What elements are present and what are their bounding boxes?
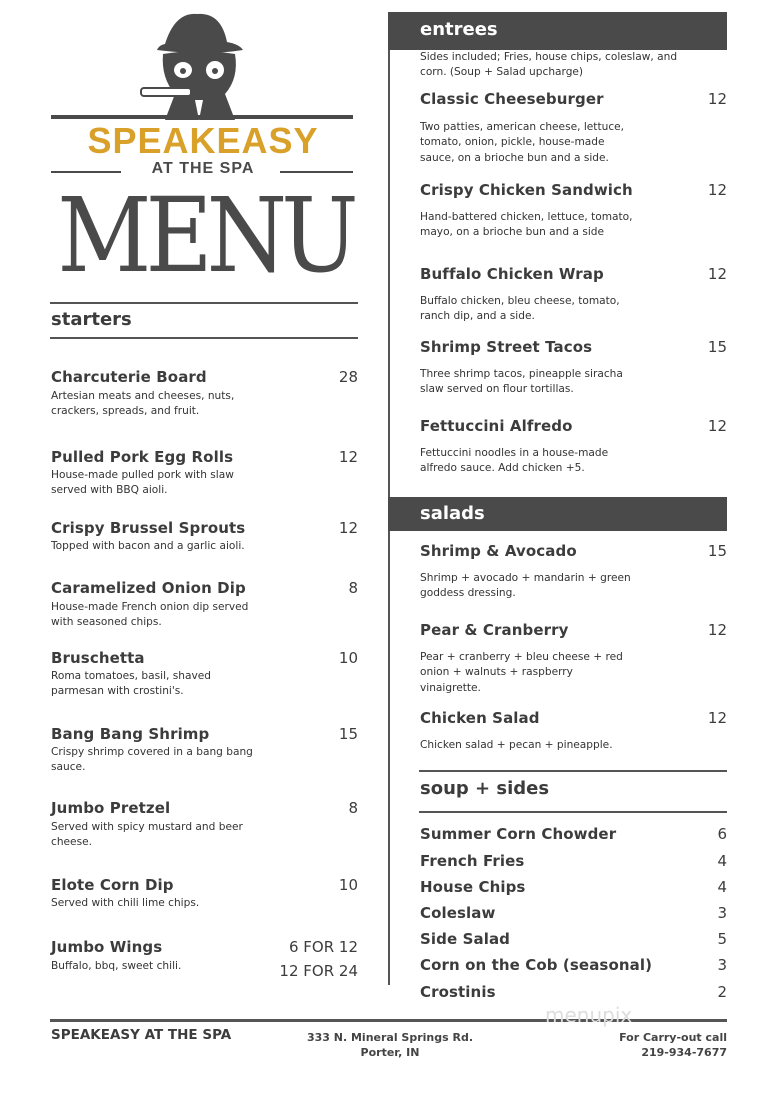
starters-item-price: 12: [338, 519, 358, 537]
sides-item-price: 2: [717, 983, 727, 1001]
sides-top-rule: [419, 770, 727, 772]
salads-item-name: Pear & Cranberry: [420, 621, 569, 639]
starters-heading: starters: [51, 309, 132, 330]
sides-item-name: Summer Corn Chowder: [420, 825, 617, 843]
sides-item-name: Side Salad: [420, 930, 511, 948]
salads-heading-bar: salads: [388, 497, 727, 531]
starters-item-desc: Crispy shrimp covered in a bang bang sauce.: [51, 746, 253, 774]
entrees-item-desc: Two patties, american cheese, lettuce, tomato, onion, pickle, house-made sauce, on a brioche bun and a side.: [420, 121, 625, 164]
salads-item-name: Shrimp & Avocado: [420, 542, 577, 560]
menu-title: MENU: [57, 176, 353, 296]
logo-sub: AT THE SPA: [151, 160, 255, 177]
entrees-item-desc: Hand-battered chicken, lettuce, tomato, mayo, on a brioche bun and a side: [420, 211, 633, 239]
starters-top-rule: [50, 302, 358, 304]
entrees-item-name: Fettuccini Alfredo: [420, 417, 573, 435]
entrees-item-name: Shrimp Street Tacos: [420, 338, 593, 356]
starters-item-price: 10: [338, 876, 358, 894]
sides-item-price: 5: [717, 930, 727, 948]
entrees-note: Sides included; Fries, house chips, coleslaw, and corn. (Soup + Salad upcharge): [420, 51, 678, 78]
salads-item-desc: Pear + cranberry + bleu cheese + red onion + walnuts + raspberry vinaigrette.: [420, 651, 623, 694]
starters-item-price-2: 12 FOR 24: [279, 962, 358, 980]
starters-item-desc: Artesian meats and cheeses, nuts, crackers, spreads, and fruit.: [51, 390, 235, 418]
entrees-item-name: Buffalo Chicken Wrap: [420, 265, 604, 283]
footer-phone: 219-934-7677: [641, 1046, 727, 1059]
entrees-item-desc: Buffalo chicken, bleu cheese, tomato, ranch dip, and a side.: [420, 295, 620, 323]
starters-item-price: 8: [348, 799, 358, 817]
entrees-item-name: Crispy Chicken Sandwich: [420, 181, 633, 199]
starters-item-price: 15: [338, 725, 358, 743]
entrees-item-price: 12: [707, 181, 727, 199]
logo-sub-rule-right: [280, 171, 353, 173]
starters-item-name: Bruschetta: [51, 649, 145, 667]
starters-item-desc: Served with chili lime chips.: [51, 897, 200, 909]
starters-item-name: Elote Corn Dip: [51, 876, 174, 894]
entrees-item-price: 15: [707, 338, 727, 356]
starters-item-desc: House-made pulled pork with slaw served with BBQ aioli.: [51, 469, 234, 497]
sides-item-price: 4: [717, 852, 727, 870]
footer-address-1: 333 N. Mineral Springs Rd.: [306, 1031, 474, 1044]
entrees-item-price: 12: [707, 265, 727, 283]
entrees-item-desc: Three shrimp tacos, pineapple siracha slaw served on flour tortillas.: [420, 368, 623, 396]
footer-name: SPEAKEASY AT THE SPA: [51, 1027, 232, 1043]
starters-bottom-rule: [50, 337, 358, 339]
starters-item-desc: Roma tomatoes, basil, shaved parmesan with crostini's.: [51, 670, 211, 698]
sides-item-price: 6: [717, 825, 727, 843]
starters-item-desc: House-made French onion dip served with seasoned chips.: [51, 601, 249, 629]
sides-item-price: 3: [717, 956, 727, 974]
sides-item-price: 4: [717, 878, 727, 896]
starters-item-name: Charcuterie Board: [51, 368, 207, 386]
footer-carryout: For Carry-out call: [619, 1031, 727, 1044]
starters-item-name: Bang Bang Shrimp: [51, 725, 210, 743]
sides-bottom-rule: [419, 811, 727, 813]
salads-item-price: 12: [707, 621, 727, 639]
logo: [40, 8, 370, 296]
starters-item-name: Jumbo Pretzel: [51, 799, 171, 817]
starters-item-price: 6 FOR 12: [288, 938, 358, 956]
entrees-item-price: 12: [707, 90, 727, 108]
salads-item-desc: Shrimp + avocado + mandarin + green goddess dressing.: [420, 572, 631, 600]
starters-item-price: 12: [338, 448, 358, 466]
starters-item-price: 28: [338, 368, 358, 386]
entrees-item-desc: Fettuccini noodles in a house-made alfredo sauce. Add chicken +5.: [420, 447, 609, 475]
sides-item-price: 3: [717, 904, 727, 922]
starters-item-name: Jumbo Wings: [51, 938, 163, 956]
footer-address-2: Porter, IN: [360, 1046, 420, 1059]
logo-brand: SPEAKEASY: [87, 120, 319, 161]
sides-item-name: Corn on the Cob (seasonal): [420, 956, 653, 974]
starters-item-desc: Buffalo, bbq, sweet chili.: [51, 960, 182, 972]
salads-item-name: Chicken Salad: [420, 709, 540, 727]
sides-item-name: Crostinis: [420, 983, 496, 1001]
starters-item-price: 10: [338, 649, 358, 667]
entrees-heading-bar: entrees: [388, 12, 727, 50]
salads-item-price: 15: [707, 542, 727, 560]
starters-item-desc: Served with spicy mustard and beer cheese.: [51, 821, 243, 849]
sides-item-name: French Fries: [420, 852, 525, 870]
raccoon-mascot-icon: [135, 8, 265, 120]
starters-item-desc: Topped with bacon and a garlic aioli.: [51, 540, 245, 552]
sides-item-name: Coleslaw: [420, 904, 496, 922]
starters-item-name: Pulled Pork Egg Rolls: [51, 448, 234, 466]
sides-item-name: House Chips: [420, 878, 526, 896]
starters-item-name: Crispy Brussel Sprouts: [51, 519, 246, 537]
starters-item-price: 8: [348, 579, 358, 597]
salads-item-price: 12: [707, 709, 727, 727]
watermark: menupix: [545, 1003, 633, 1027]
entrees-item-price: 12: [707, 417, 727, 435]
sides-heading: soup + sides: [420, 778, 550, 799]
logo-top-rule: [51, 115, 353, 119]
salads-item-desc: Chicken salad + pecan + pineapple.: [420, 739, 613, 751]
entrees-item-name: Classic Cheeseburger: [420, 90, 604, 108]
starters-item-name: Caramelized Onion Dip: [51, 579, 246, 597]
